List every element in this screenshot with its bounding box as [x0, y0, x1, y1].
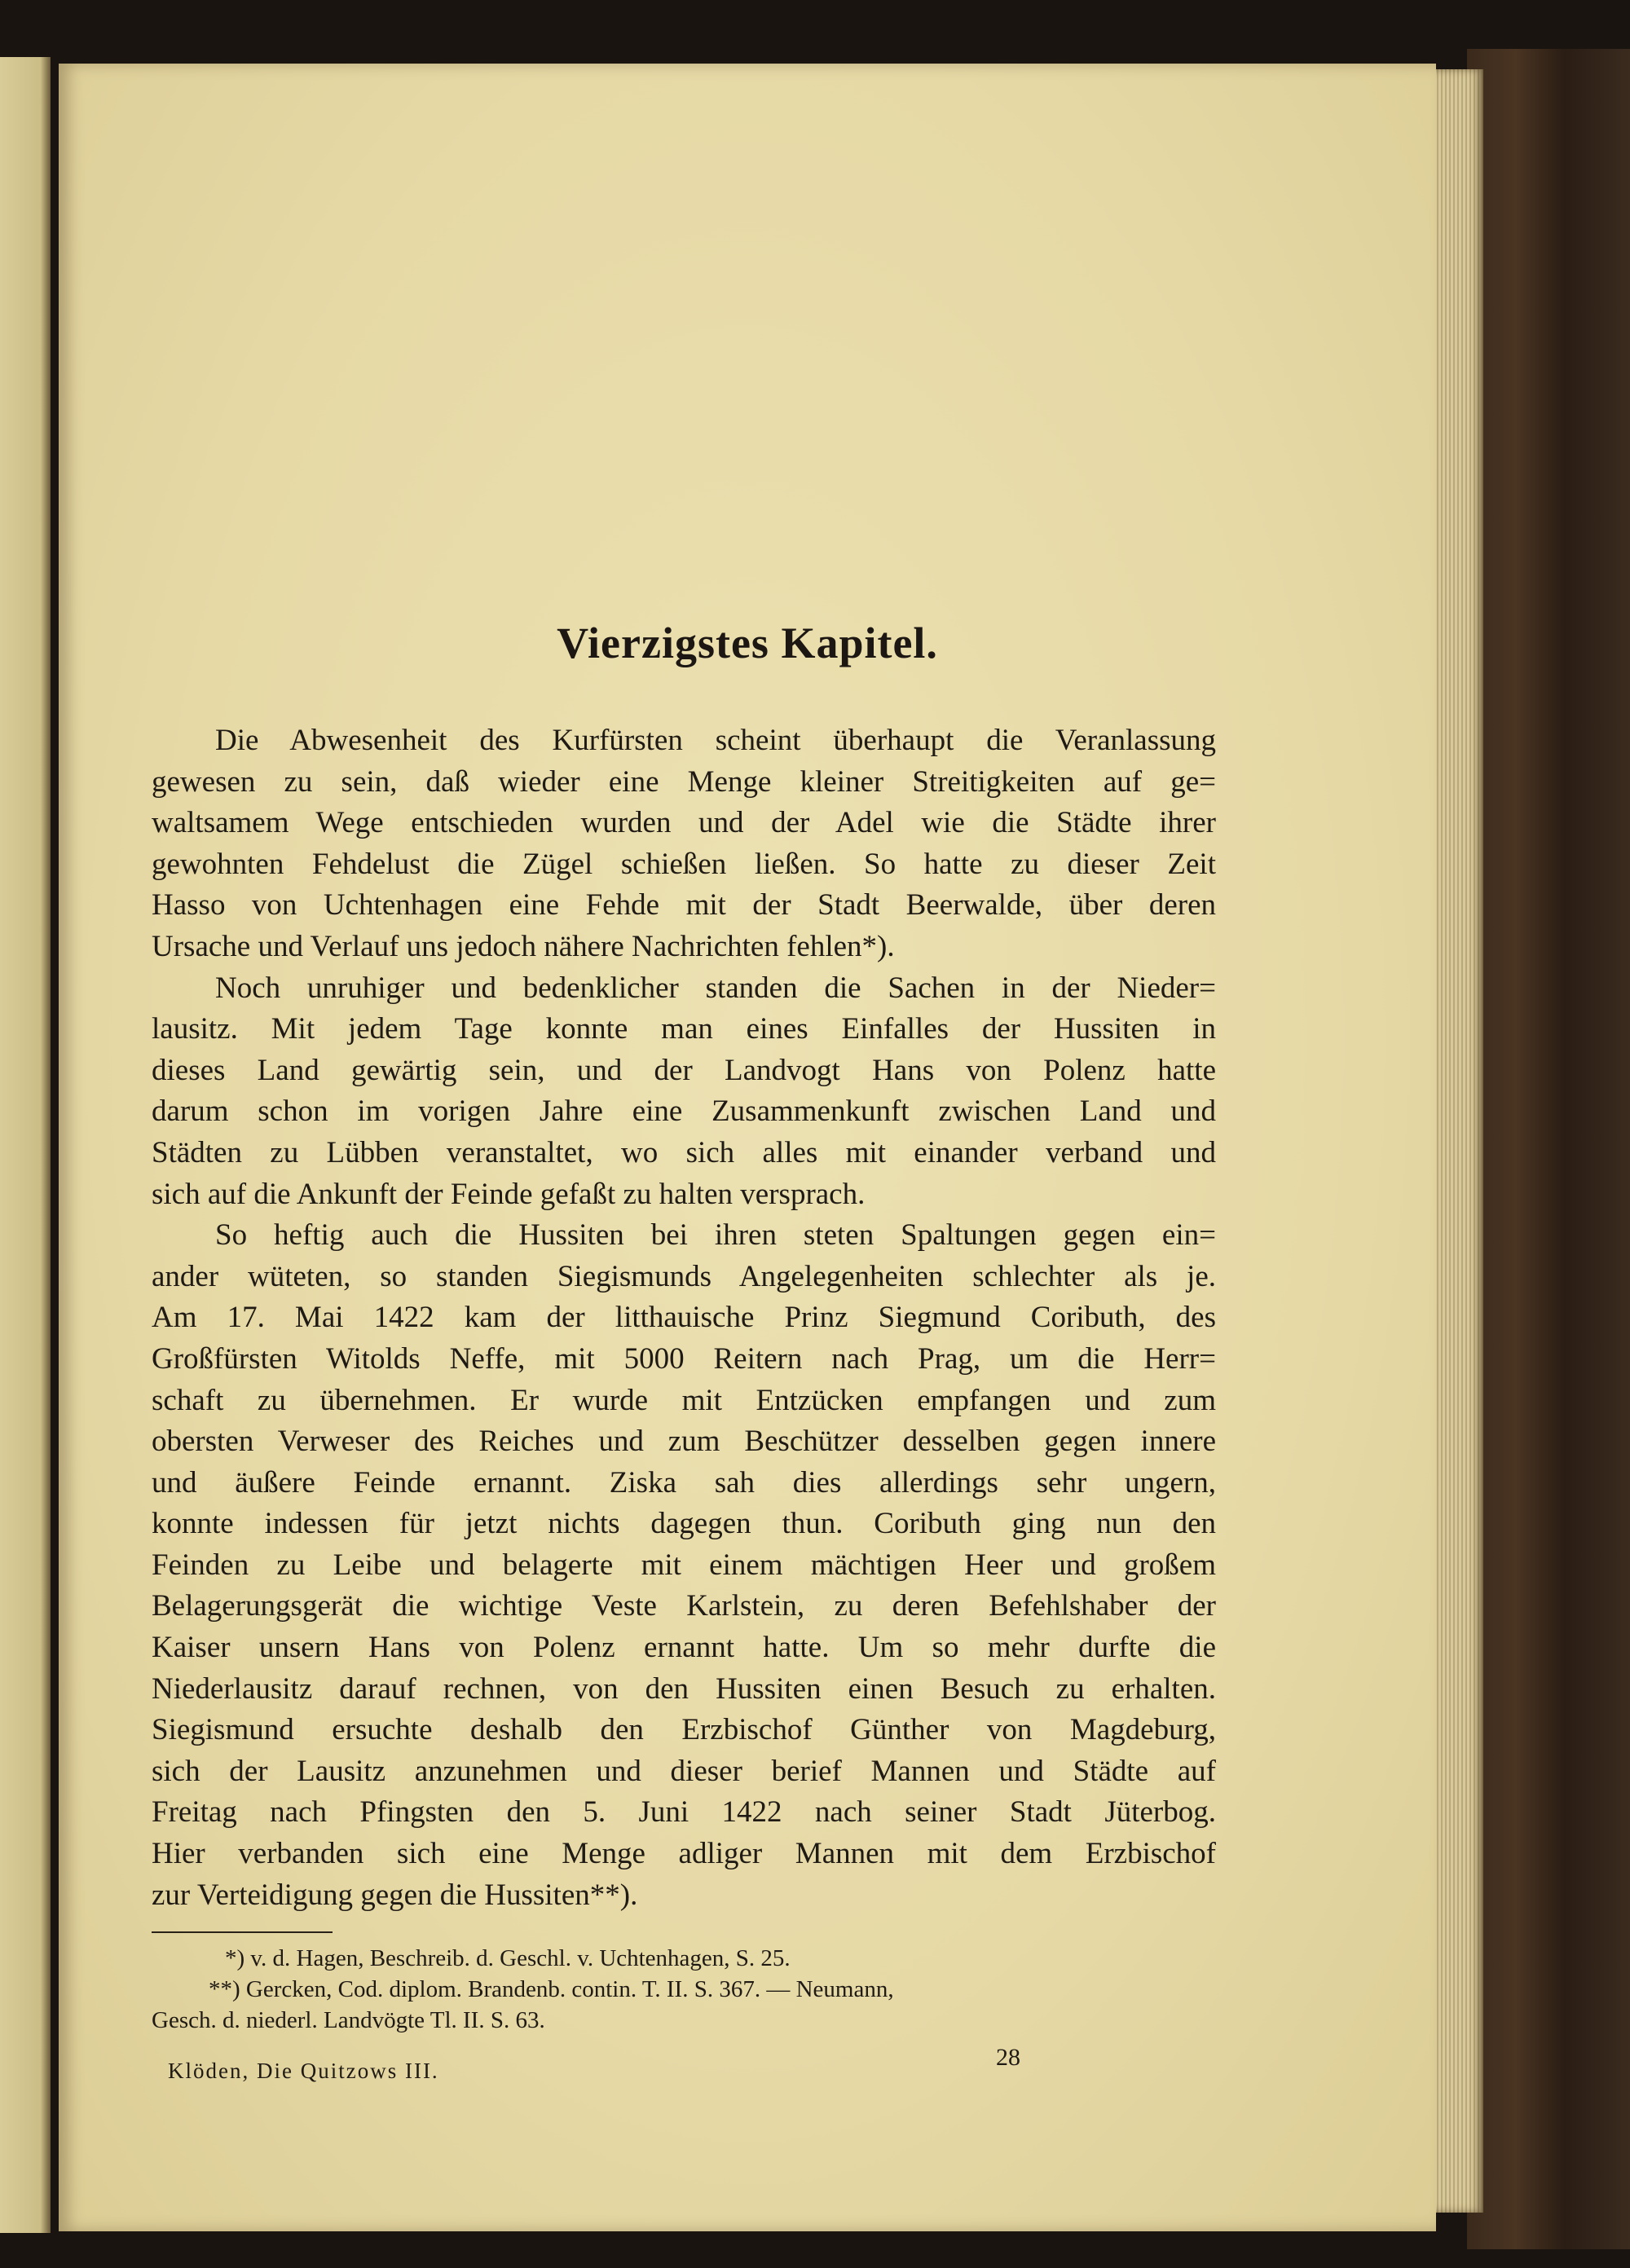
text-line: Ursache und Verlauf uns jedoch nähere Nachrichten fehlen*).: [152, 929, 895, 963]
text-line: Hier verbanden sich eine Menge adliger Mannen mit dem Erzbischof: [152, 1837, 1216, 1871]
text-line: Am 17. Mai 1422 kam der litthauische Prinz Siegmund Coributh, des: [152, 1301, 1216, 1335]
footnote-1: *) v. d. Hagen, Beschreib. d. Geschl. v. Uchtenhagen, S. 25.: [225, 1945, 791, 1971]
text-line: konnte indessen für jetzt nichts dagegen thun. Coributh ging nun den: [152, 1507, 1216, 1541]
text-line: Niederlausitz darauf rechnen, von den Hussiten einen Besuch zu erhalten.: [152, 1671, 1216, 1706]
book-cover: [1467, 49, 1630, 2249]
text-line: zur Verteidigung gegen die Hussiten**).: [152, 1878, 638, 1912]
text-line: gewesen zu sein, daß wieder eine Menge kleiner Streitigkeiten auf ge=: [152, 764, 1216, 799]
text-line: waltsamem Wege entschieden wurden und der Adel wie die Städte ihrer: [152, 806, 1216, 840]
text-line: Großfürsten Witolds Neffe, mit 5000 Reitern nach Prag, um die Herr=: [152, 1341, 1216, 1376]
text-line: Noch unruhiger und bedenklicher standen die Sachen in der Nieder=: [215, 971, 1216, 1005]
footnotes: [152, 1943, 1216, 2036]
text-line: Die Abwesenheit des Kurfürsten scheint überhaupt die Veranlassung: [215, 724, 1216, 757]
text-line: lausitz. Mit jedem Tage konnte man eines Einfalles der Hussiten in: [152, 1012, 1216, 1046]
signature-mark: Klöden, Die Quitzows III.: [168, 2059, 439, 2083]
text-line: Belagerungsgerät die wichtige Veste Karlstein, zu deren Befehlshaber der: [152, 1589, 1216, 1623]
text-line: gewohnten Fehdelust die Zügel schießen ließen. So hatte zu dieser Zeit: [152, 847, 1216, 881]
text-line: So heftig auch die Hussiten bei ihren steten Spaltungen gegen ein=: [215, 1218, 1216, 1253]
text-line: Freitag nach Pfingsten den 5. Juni 1422 nach seiner Stadt Jüterbog.: [152, 1795, 1216, 1830]
facing-page-edge: [0, 57, 51, 2233]
footnote-rule: [152, 1931, 333, 1933]
footnote-2: **) Gercken, Cod. diplom. Brandenb. contin. T. II. S. 367. — Neumann,: [209, 1976, 894, 2002]
text-line: sich auf die Ankunft der Feinde gefaßt zu halten versprach.: [152, 1177, 866, 1211]
book-page: [59, 64, 1436, 2231]
text-line: dieses Land gewärtig sein, und der Landvogt Hans von Polenz hatte: [152, 1053, 1216, 1087]
page-number: 28: [996, 2044, 1020, 2071]
text-line: darum schon im vorigen Jahre eine Zusammenkunft zwischen Land und: [152, 1094, 1216, 1129]
footnote-2-continued: Gesch. d. niederl. Landvögte Tl. II. S. 63.: [152, 2007, 545, 2033]
text-line: sich der Lausitz anzunehmen und dieser berief Mannen und Städte auf: [152, 1754, 1216, 1788]
text-line: Hasso von Uchtenhagen eine Fehde mit der Stadt Beerwalde, über deren: [152, 888, 1216, 923]
text-line: und äußere Feinde ernannt. Ziska sah dies allerdings sehr ungern,: [152, 1465, 1216, 1500]
text-line: schaft zu übernehmen. Er wurde mit Entzücken empfangen und zum: [152, 1383, 1216, 1417]
text-line: Feinden zu Leibe und belagerte mit einem mächtigen Heer und großem: [152, 1548, 1216, 1582]
text-line: Städten zu Lübben veranstaltet, wo sich alles mit einander verband und: [152, 1135, 1216, 1169]
text-line: Kaiser unsern Hans von Polenz ernannt hatte. Um so mehr durfte die: [152, 1631, 1216, 1665]
text-line: ander wüteten, so standen Siegismunds Angelegenheiten schlechter als je.: [152, 1259, 1216, 1293]
body-text: [152, 720, 1216, 1916]
text-line: obersten Verweser des Reiches und zum Beschützer desselben gegen innere: [152, 1425, 1216, 1459]
text-line: Siegismund ersuchte deshalb den Erzbischof Günther von Magdeburg,: [152, 1713, 1216, 1747]
chapter-title: Vierzigstes Kapitel.: [557, 619, 938, 667]
